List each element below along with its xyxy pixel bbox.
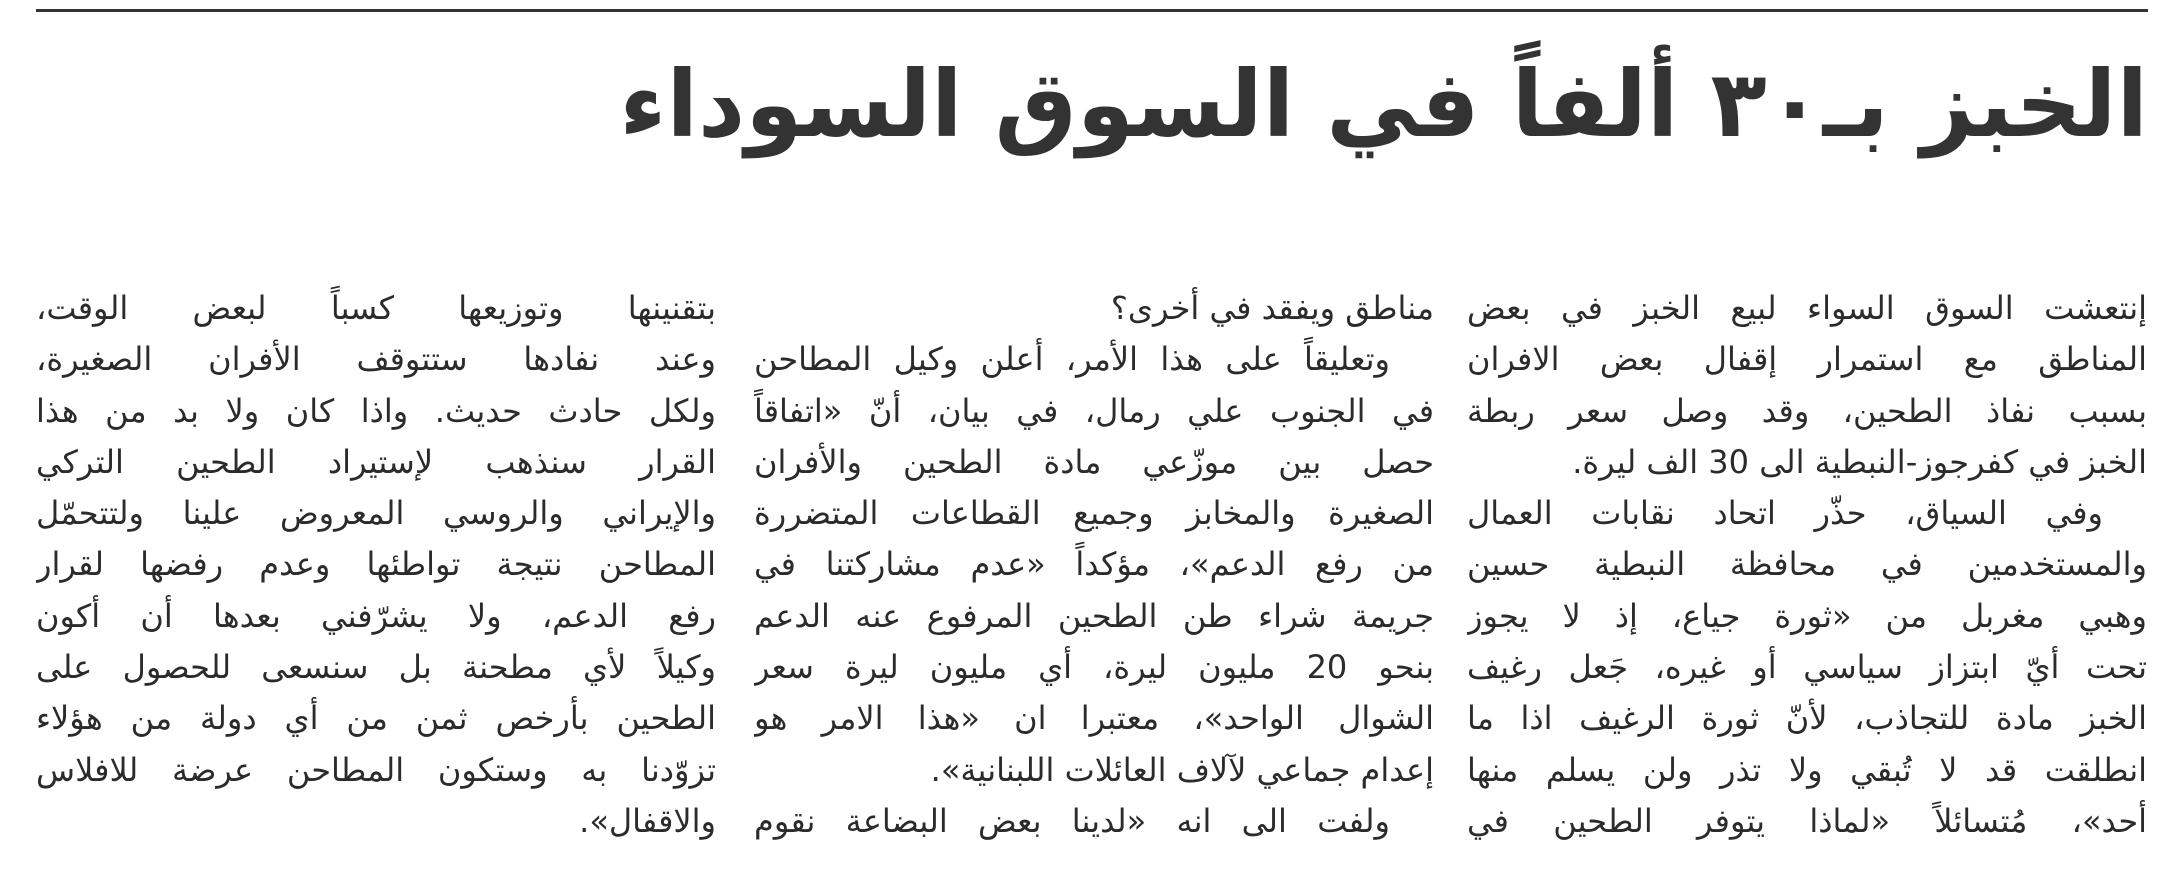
text-line: والاقفال».: [579, 801, 716, 840]
text-line: المطاحن نتيجة تواطئها وعدم رفضها لقرار: [36, 545, 716, 584]
text-line: ولكل حادث حديث. واذا كان ولا بد من هذا: [36, 391, 716, 430]
text-line: في الجنوب علي رمال، في بيان، أنّ «اتفاقاً: [754, 391, 1434, 430]
text-line: مناطق ويفقد في أخرى؟: [1110, 289, 1434, 327]
text-line: بنحو 20 مليون ليرة، أي مليون ليرة سعر: [754, 648, 1434, 687]
text-line: بتقنينها وتوزيعها كسباً لبعض الوقت،: [36, 289, 716, 327]
article-column-3: [36, 283, 716, 847]
text-line: وهبي مغربل من «ثورة جياع، إذ لا يجوز: [1467, 596, 2147, 635]
text-line: وعند نفادها ستتوقف الأفران الصغيرة،: [36, 340, 716, 379]
text-line: وفي السياق، حذّر اتحاد نقابات العمال: [1467, 494, 2103, 533]
article-column-1: [1467, 283, 2147, 847]
text-line: من رفع الدعم»، مؤكداً «عدم مشاركتنا في: [754, 545, 1434, 584]
text-line: الطحين بأرخص ثمن من أي دولة من هؤلاء: [36, 699, 716, 738]
text-line: وتعليقاً على هذا الأمر، أعلن وكيل المطاحن: [754, 340, 1390, 379]
text-line: الشوال الواحد»، معتبرا ان «هذا الامر هو: [754, 699, 1434, 738]
article-column-2: [754, 283, 1434, 847]
text-line: والإيراني والروسي المعروض علينا ولتتحمّل: [36, 494, 716, 533]
text-line: الخبز مادة للتجاذب، لأنّ ثورة الرغيف اذا ما: [1467, 699, 2147, 738]
text-line: ولفت الى انه «لدينا بعض البضاعة نقوم: [754, 801, 1390, 840]
text-line: تزوّدنا به وستكون المطاحن عرضة للافلاس: [36, 750, 716, 789]
text-line: إنتعشت السوق السواء لبيع الخبز في بعض: [1467, 289, 2147, 327]
text-line: حصل بين موزّعي مادة الطحين والأفران: [754, 442, 1434, 481]
text-line: والمستخدمين في محافظة النبطية حسين: [1467, 545, 2147, 584]
text-line: الخبز في كفرجوز-النبطية الى 30 الف ليرة.: [1572, 442, 2147, 481]
text-line: إعدام جماعي لآلاف العائلات اللبنانية».: [930, 750, 1434, 789]
text-line: الصغيرة والمخابز وجميع القطاعات المتضررة: [754, 494, 1434, 533]
text-line: انطلقت قد لا تُبقي ولا تذر ولن يسلم منها: [1467, 750, 2147, 789]
top-rule: [36, 9, 2148, 12]
text-line: وكيلاً لأي مطحنة بل سنسعى للحصول على: [36, 648, 716, 687]
text-line: القرار سنذهب لإستيراد الطحين التركي: [36, 442, 716, 481]
text-line: أحد»، مُتسائلاً «لماذا يتوفر الطحين في: [1467, 801, 2147, 840]
text-line: جريمة شراء طن الطحين المرفوع عنه الدعم: [754, 596, 1434, 635]
text-line: بسبب نفاذ الطحين، وقد وصل سعر ربطة: [1467, 391, 2147, 430]
text-line: تحت أيّ ابتزاز سياسي أو غيره، جَعل رغيف: [1467, 648, 2147, 687]
text-line: رفع الدعم، ولا يشرّفني بعدها أن أكون: [36, 596, 716, 635]
headline: الخبز بـ٣٠ ألفاً في السوق السوداء: [619, 51, 2148, 158]
text-line: المناطق مع استمرار إقفال بعض الافران: [1467, 340, 2147, 379]
